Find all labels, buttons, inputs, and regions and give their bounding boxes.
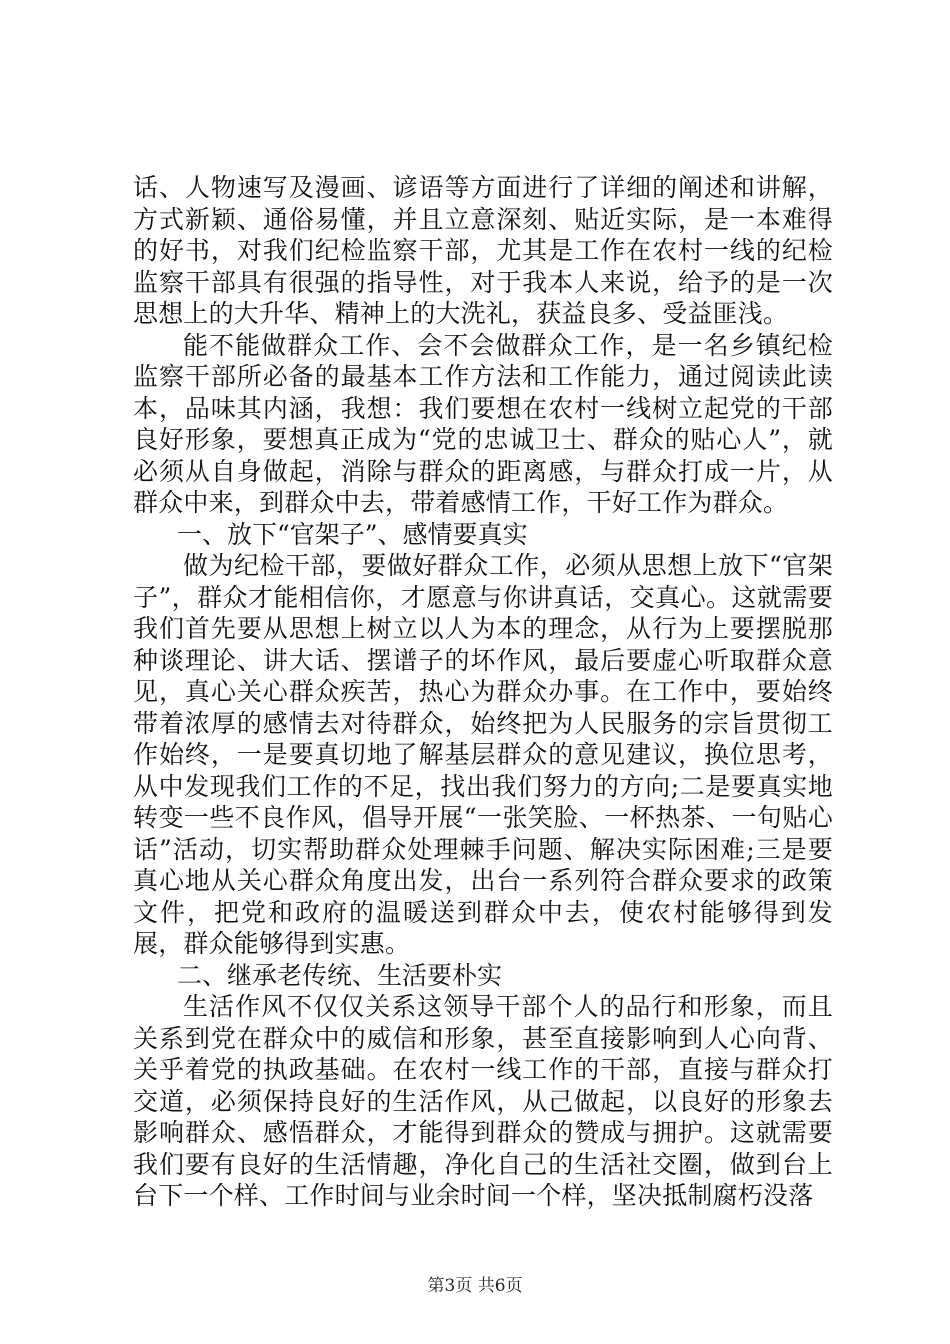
paragraph-section-2: 生活作风不仅仅关系这领导干部个人的品行和形象，而且关系到党在群众中的威信和形象，甚至直接影响到人心向背、关乎着党的执政基础。在农村一线工作的干部，直接与群众打交道，必须保持良好的生活作风，从己做起，以良好的形象去影响群众、感悟群众，才能得到群众的赞成与拥护。这就需要我们要有良好的生活情趣，净化自己的生活社交圈，做到台上台下一个样、工作时间与业余时间一个样，坚决抵制腐朽没落: [133, 992, 833, 1210]
page-footer: 第3页 共6页: [427, 1276, 523, 1296]
document-body: [133, 172, 833, 1212]
paragraph-mass-work: 能不能做群众工作、会不会做群众工作，是一名乡镇纪检监察干部所必备的最基本工作方法和工作能力，通过阅读此读本，品味其内涵，我想：我们要想在农村一线树立起党的干部良好形象，要想真正成为“党的忠诚卫士、群众的贴心人”，就必须从自身做起，消除与群众的距离感，与群众打成一片，从群众中来，到群众中去，带着感情工作，干好工作为群众。: [133, 330, 833, 517]
paragraph-intro-continuation: 话、人物速写及漫画、谚语等方面进行了详细的阐述和讲解，方式新颖、通俗易懂，并且立意深刻、贴近实际，是一本难得的好书，对我们纪检监察干部，尤其是工作在农村一线的纪检监察干部具有很强的指导性，对于我本人来说，给予的是一次思想上的大升华、精神上的大洗礼，获益良多、受益匪浅。: [133, 173, 833, 328]
paragraph-section-1: 做为纪检干部，要做好群众工作，必须从思想上放下“官架子”，群众才能相信你，才愿意与你讲真话，交真心。这就需要我们首先要从思想上树立以人为本的理念，从行为上要摆脱那种谈理论、讲大话、摆谱子的坏作风，最后要虚心听取群众意见，真心关心群众疾苦，热心为群众办事。在工作中，要始终带着浓厚的感情去对待群众，始终把为人民服务的宗旨贯彻工作始终，一是要真切地了解基层群众的意见建议，换位思考，从中发现我们工作的不足，找出我们努力的方向;二是要真实地转变一些不良作风，倡导开展“一张笑脸、一杯热茶、一句贴心话”活动，切实帮助群众处理棘手问题、解决实际困难;三是要真心地从关心群众角度出发，出台一系列符合群众要求的政策文件，把党和政府的温暖送到群众中去，使农村能够得到发展，群众能够得到实惠。: [133, 551, 833, 958]
section-heading-1: 一、放下“官架子”、感情要真实: [177, 519, 528, 549]
section-heading-2: 二、继承老传统、生活要朴实: [177, 960, 503, 990]
